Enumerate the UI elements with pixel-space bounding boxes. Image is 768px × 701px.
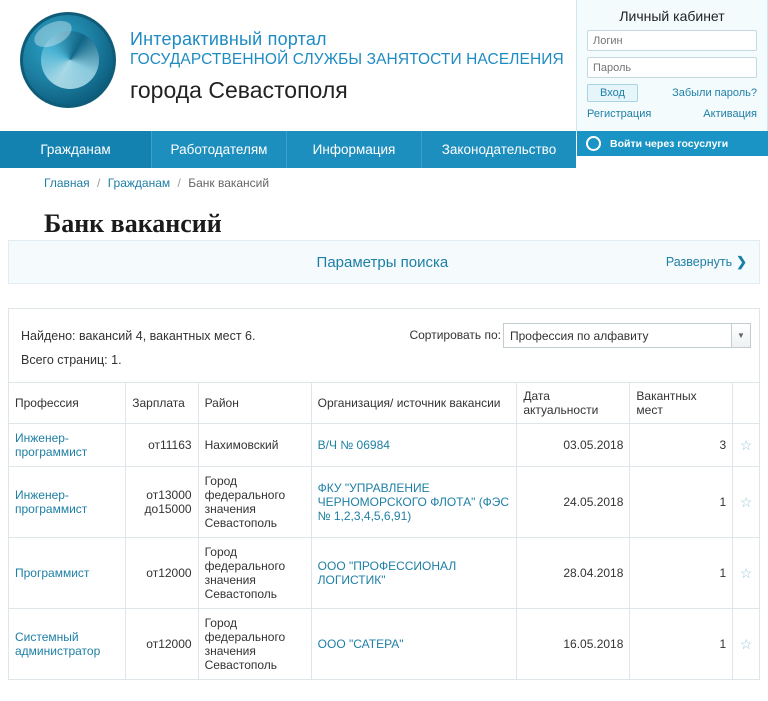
star-icon[interactable]: ☆ [739,564,753,581]
vacancy-profession-link[interactable]: Программист [15,566,90,580]
column-header-salary: Зарплата [126,383,198,424]
column-header-area: Район [198,383,311,424]
breadcrumb [44,176,269,190]
cell-area: Город федерального значения Севастополь [198,609,311,680]
salary-to-value: 15000 [158,502,192,516]
star-icon[interactable]: ☆ [739,635,753,652]
login-panel [576,0,768,150]
table-row [9,467,760,538]
star-icon[interactable]: ☆ [739,493,753,510]
cell-seats: 1 [630,538,733,609]
column-header-date: Дата актуальности [517,383,630,424]
cell-area: Город федерального значения Севастополь [198,467,311,538]
cell-area: Нахимовский [198,424,311,467]
portal-logo-icon [20,12,116,108]
login-secondary-links [587,108,757,120]
organization-link[interactable]: ООО "ПРОФЕССИОНАЛ ЛОГИСТИК" [317,559,457,587]
cell-seats: 1 [630,467,733,538]
cell-date: 16.05.2018 [517,609,630,680]
cell-favorite [733,609,760,680]
cell-salary [126,467,198,538]
login-submit-button[interactable]: Вход [587,84,638,102]
site-title-city: города Севастополя [130,77,348,103]
salary-from-label: от [146,637,159,651]
cell-profession [9,609,126,680]
vacancy-profession-link[interactable]: Инженер-программист [15,488,88,516]
salary-to-line [132,502,191,516]
cell-profession [9,467,126,538]
expand-label: Развернуть [665,255,733,269]
search-parameters-title[interactable]: Параметры поиска [316,253,449,271]
site-title [130,28,564,104]
salary-from-label: от [146,566,159,580]
cell-favorite [733,538,760,609]
results-count-line1: Найдено: вакансий 4, вакантных мест 6. [21,329,256,343]
nav-item-legislation[interactable]: Законодательство [441,142,557,157]
cell-seats: 1 [630,609,733,680]
organization-link[interactable]: В/Ч № 06984 [317,438,390,452]
cell-organization [311,609,517,680]
vacancy-profession-link[interactable]: Инженер-программист [15,431,88,459]
star-icon[interactable]: ☆ [739,436,753,453]
register-link[interactable]: Регистрация [587,108,652,120]
search-parameters-panel[interactable] [8,240,760,284]
column-header-organization: Организация/ источник вакансии [311,383,517,424]
page-title: Банк вакансий [44,209,222,239]
salary-from-value: 13000 [158,488,192,502]
site-title-line1: Интерактивный портал [130,29,327,49]
site-title-line2: ГОСУДАРСТВЕННОЙ СЛУЖБЫ ЗАНЯТОСТИ НАСЕЛЕНИЯ [130,51,564,68]
salary-to-label: до [144,502,159,516]
activation-link[interactable]: Активация [703,108,757,120]
sort-label: Сортировать по: [409,328,501,342]
salary-from-value: 11163 [159,438,192,452]
breadcrumb-separator-1: / [97,176,101,190]
table-row [9,424,760,467]
cell-favorite [733,424,760,467]
nav-item-citizens[interactable]: Гражданам [0,131,152,168]
cell-seats: 3 [630,424,733,467]
results-count [21,324,255,372]
nav-item-employers[interactable]: Работодателям [152,131,287,168]
cell-organization [311,467,517,538]
salary-from-line [132,438,191,452]
cell-profession [9,538,126,609]
vacancies-table [8,382,760,680]
column-header-favorite [733,383,760,424]
vacancies-table-body [9,424,760,680]
salary-from-value: 12000 [158,637,192,651]
table-header-row [9,383,760,424]
chevron-right-icon: ❯ [736,254,747,269]
results-pages-line: Всего страниц: 1. [21,353,122,367]
breadcrumb-current: Банк вакансий [188,176,270,190]
vacancy-profession-link[interactable]: Системный администратор [15,630,101,658]
sort-select-value: Профессия по алфавиту [510,328,649,343]
column-header-seats: Вакантных мест [630,383,733,424]
password-input[interactable] [587,57,757,78]
gosuslugi-login-button[interactable] [577,131,768,156]
chevron-down-icon: ▼ [731,324,750,347]
gosuslugi-label: Войти через госуслуги [610,137,729,150]
salary-from-line [132,637,191,651]
organization-link[interactable]: ФКУ "УПРАВЛЕНИЕ ЧЕРНОМОРСКОГО ФЛОТА" (ФЭС № 1,2,3,4,5,6,91) [317,481,510,523]
breadcrumb-section-link[interactable]: Гражданам [107,176,171,190]
forgot-password-link[interactable]: Забыли пароль? [672,87,757,99]
gosuslugi-icon [586,136,601,151]
vacancies-table-head [9,383,760,424]
results-summary [8,308,760,382]
expand-search-parameters-button[interactable] [666,254,759,270]
table-row [9,538,760,609]
cell-favorite [733,467,760,538]
cell-date: 28.04.2018 [517,538,630,609]
organization-link[interactable]: ООО "САТЕРА" [317,637,404,651]
nav-item-information[interactable]: Информация [287,131,422,168]
cell-salary [126,538,198,609]
column-header-profession: Профессия [9,383,126,424]
salary-from-value: 12000 [158,566,192,580]
salary-from-label: от [148,438,160,452]
login-panel-title: Личный кабинет [619,8,725,24]
breadcrumb-home-link[interactable]: Главная [44,176,90,190]
cell-area: Город федерального значения Севастополь [198,538,311,609]
main-navigation [0,131,576,168]
login-actions [587,84,757,102]
login-input[interactable] [587,30,757,51]
salary-from-label: от [146,488,159,502]
table-row [9,609,760,680]
cell-salary [126,424,198,467]
breadcrumb-separator-2: / [177,176,181,190]
cell-salary [126,609,198,680]
cell-organization [311,424,517,467]
cell-organization [311,538,517,609]
salary-from-line [132,488,191,502]
salary-from-line [132,566,191,580]
sort-select[interactable] [503,323,751,348]
cell-date: 24.05.2018 [517,467,630,538]
cell-date: 03.05.2018 [517,424,630,467]
cell-profession [9,424,126,467]
